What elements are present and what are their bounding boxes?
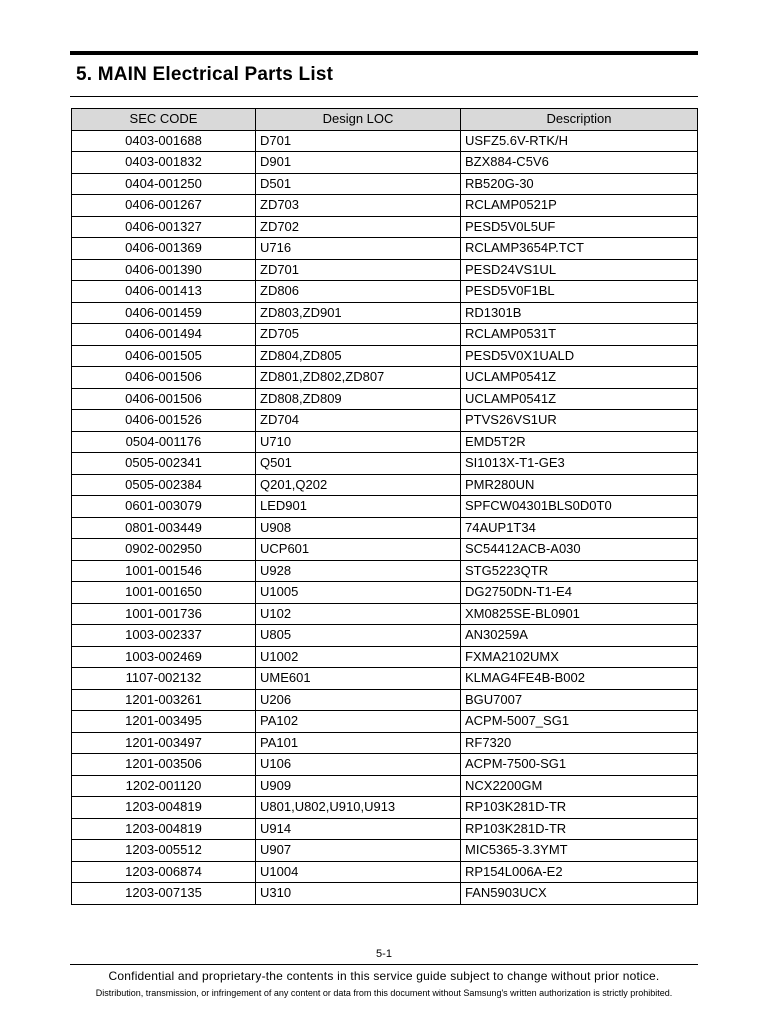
title-rule	[70, 96, 698, 97]
column-header-design-loc: Design LOC	[256, 109, 461, 131]
table-row	[72, 646, 698, 668]
table-row	[72, 732, 698, 754]
cell-design-loc: U710	[256, 431, 461, 453]
table-row	[72, 410, 698, 432]
table-row	[72, 453, 698, 475]
cell-description: RCLAMP0531T	[461, 324, 698, 346]
cell-sec-code: 1201-003495	[72, 711, 256, 733]
cell-description: RB520G-30	[461, 173, 698, 195]
cell-description: PTVS26VS1UR	[461, 410, 698, 432]
cell-description: FXMA2102UMX	[461, 646, 698, 668]
table-row	[72, 603, 698, 625]
parts-table-body	[72, 130, 698, 904]
page-title: 5. MAIN Electrical Parts List	[76, 64, 334, 85]
table-row	[72, 152, 698, 174]
table-row	[72, 496, 698, 518]
cell-sec-code: 1203-004819	[72, 797, 256, 819]
cell-design-loc: UCP601	[256, 539, 461, 561]
cell-sec-code: 1201-003497	[72, 732, 256, 754]
table-row	[72, 754, 698, 776]
cell-design-loc: U914	[256, 818, 461, 840]
cell-design-loc: ZD702	[256, 216, 461, 238]
cell-sec-code: 0406-001327	[72, 216, 256, 238]
cell-sec-code: 1003-002469	[72, 646, 256, 668]
cell-sec-code: 0406-001390	[72, 259, 256, 281]
cell-sec-code: 0406-001459	[72, 302, 256, 324]
cell-description: PESD24VS1UL	[461, 259, 698, 281]
cell-design-loc: U908	[256, 517, 461, 539]
cell-description: BGU7007	[461, 689, 698, 711]
cell-design-loc: PA102	[256, 711, 461, 733]
cell-design-loc: U1002	[256, 646, 461, 668]
page-number: 5-1	[376, 948, 392, 960]
cell-description: RCLAMP0521P	[461, 195, 698, 217]
column-header-sec-code: SEC CODE	[72, 109, 256, 131]
table-row	[72, 130, 698, 152]
cell-description: PESD5V0X1UALD	[461, 345, 698, 367]
table-row	[72, 388, 698, 410]
cell-description: EMD5T2R	[461, 431, 698, 453]
footer-distribution-notice: Distribution, transmission, or infringement of any content or data from this document without Samsung's written authorization is strictly prohibited.	[95, 988, 673, 998]
cell-design-loc: U907	[256, 840, 461, 862]
table-row	[72, 711, 698, 733]
cell-sec-code: 0406-001505	[72, 345, 256, 367]
cell-description: RP103K281D-TR	[461, 797, 698, 819]
cell-description: PESD5V0F1BL	[461, 281, 698, 303]
footer-confidential-notice: Confidential and proprietary-the contents in this service guide subject to change without prior notice.	[108, 969, 660, 983]
table-row	[72, 195, 698, 217]
cell-sec-code: 0601-003079	[72, 496, 256, 518]
cell-sec-code: 0406-001413	[72, 281, 256, 303]
cell-description: ACPM-7500-SG1	[461, 754, 698, 776]
cell-design-loc: U801,U802,U910,U913	[256, 797, 461, 819]
cell-design-loc: ZD801,ZD802,ZD807	[256, 367, 461, 389]
cell-design-loc: ZD703	[256, 195, 461, 217]
table-header-row	[72, 109, 698, 131]
cell-description: PMR280UN	[461, 474, 698, 496]
cell-sec-code: 1203-004819	[72, 818, 256, 840]
cell-sec-code: 0406-001506	[72, 367, 256, 389]
column-header-description: Description	[461, 109, 698, 131]
cell-description: RP103K281D-TR	[461, 818, 698, 840]
cell-design-loc: ZD803,ZD901	[256, 302, 461, 324]
cell-sec-code: 0406-001369	[72, 238, 256, 260]
table-row	[72, 474, 698, 496]
cell-description: PESD5V0L5UF	[461, 216, 698, 238]
cell-sec-code: 1203-006874	[72, 861, 256, 883]
table-row	[72, 560, 698, 582]
table-row	[72, 517, 698, 539]
table-row	[72, 861, 698, 883]
cell-design-loc: Q501	[256, 453, 461, 475]
cell-description: RCLAMP3654P.TCT	[461, 238, 698, 260]
cell-description: RF7320	[461, 732, 698, 754]
cell-design-loc: U716	[256, 238, 461, 260]
table-row	[72, 775, 698, 797]
table-row	[72, 818, 698, 840]
cell-design-loc: U310	[256, 883, 461, 905]
table-row	[72, 324, 698, 346]
cell-sec-code: 1201-003261	[72, 689, 256, 711]
cell-design-loc: U1004	[256, 861, 461, 883]
cell-design-loc: LED901	[256, 496, 461, 518]
cell-design-loc: D701	[256, 130, 461, 152]
cell-description: SI1013X-T1-GE3	[461, 453, 698, 475]
cell-design-loc: ZD701	[256, 259, 461, 281]
cell-description: UCLAMP0541Z	[461, 367, 698, 389]
cell-description: XM0825SE-BL0901	[461, 603, 698, 625]
cell-description: SPFCW04301BLS0D0T0	[461, 496, 698, 518]
cell-design-loc: ZD808,ZD809	[256, 388, 461, 410]
cell-sec-code: 1001-001736	[72, 603, 256, 625]
cell-sec-code: 0403-001688	[72, 130, 256, 152]
cell-sec-code: 0403-001832	[72, 152, 256, 174]
cell-description: UCLAMP0541Z	[461, 388, 698, 410]
table-row	[72, 302, 698, 324]
cell-design-loc: U102	[256, 603, 461, 625]
cell-description: DG2750DN-T1-E4	[461, 582, 698, 604]
cell-sec-code: 0406-001506	[72, 388, 256, 410]
cell-sec-code: 1201-003506	[72, 754, 256, 776]
table-row	[72, 668, 698, 690]
cell-sec-code: 1107-002132	[72, 668, 256, 690]
cell-description: RD1301B	[461, 302, 698, 324]
parts-table	[71, 108, 698, 905]
cell-sec-code: 0406-001526	[72, 410, 256, 432]
cell-sec-code: 1203-005512	[72, 840, 256, 862]
table-row	[72, 173, 698, 195]
cell-description: RP154L006A-E2	[461, 861, 698, 883]
cell-description: MIC5365-3.3YMT	[461, 840, 698, 862]
cell-design-loc: U1005	[256, 582, 461, 604]
table-row	[72, 689, 698, 711]
cell-description: NCX2200GM	[461, 775, 698, 797]
cell-design-loc: U106	[256, 754, 461, 776]
cell-sec-code: 0406-001267	[72, 195, 256, 217]
cell-design-loc: PA101	[256, 732, 461, 754]
cell-description: USFZ5.6V-RTK/H	[461, 130, 698, 152]
cell-design-loc: D501	[256, 173, 461, 195]
cell-design-loc: UME601	[256, 668, 461, 690]
table-row	[72, 367, 698, 389]
cell-sec-code: 1001-001546	[72, 560, 256, 582]
cell-design-loc: U206	[256, 689, 461, 711]
cell-sec-code: 1001-001650	[72, 582, 256, 604]
footer-rule	[70, 964, 698, 965]
cell-description: KLMAG4FE4B-B002	[461, 668, 698, 690]
cell-description: AN30259A	[461, 625, 698, 647]
cell-sec-code: 1202-001120	[72, 775, 256, 797]
table-row	[72, 281, 698, 303]
cell-description: SC54412ACB-A030	[461, 539, 698, 561]
cell-description: ACPM-5007_SG1	[461, 711, 698, 733]
table-row	[72, 582, 698, 604]
cell-design-loc: U909	[256, 775, 461, 797]
table-row	[72, 539, 698, 561]
cell-sec-code: 1203-007135	[72, 883, 256, 905]
cell-sec-code: 0505-002341	[72, 453, 256, 475]
cell-description: STG5223QTR	[461, 560, 698, 582]
cell-design-loc: ZD806	[256, 281, 461, 303]
table-row	[72, 840, 698, 862]
cell-design-loc: Q201,Q202	[256, 474, 461, 496]
cell-description: FAN5903UCX	[461, 883, 698, 905]
table-row	[72, 797, 698, 819]
table-row	[72, 431, 698, 453]
cell-sec-code: 0504-001176	[72, 431, 256, 453]
cell-sec-code: 1003-002337	[72, 625, 256, 647]
cell-design-loc: ZD704	[256, 410, 461, 432]
table-row	[72, 238, 698, 260]
cell-design-loc: U805	[256, 625, 461, 647]
table-row	[72, 345, 698, 367]
table-row	[72, 625, 698, 647]
cell-design-loc: ZD705	[256, 324, 461, 346]
cell-description: BZX884-C5V6	[461, 152, 698, 174]
cell-sec-code: 0404-001250	[72, 173, 256, 195]
table-row	[72, 883, 698, 905]
top-rule	[70, 51, 698, 55]
cell-design-loc: D901	[256, 152, 461, 174]
table-row	[72, 216, 698, 238]
cell-sec-code: 0801-003449	[72, 517, 256, 539]
cell-sec-code: 0902-002950	[72, 539, 256, 561]
table-row	[72, 259, 698, 281]
cell-sec-code: 0406-001494	[72, 324, 256, 346]
cell-design-loc: U928	[256, 560, 461, 582]
cell-sec-code: 0505-002384	[72, 474, 256, 496]
cell-description: 74AUP1T34	[461, 517, 698, 539]
cell-design-loc: ZD804,ZD805	[256, 345, 461, 367]
